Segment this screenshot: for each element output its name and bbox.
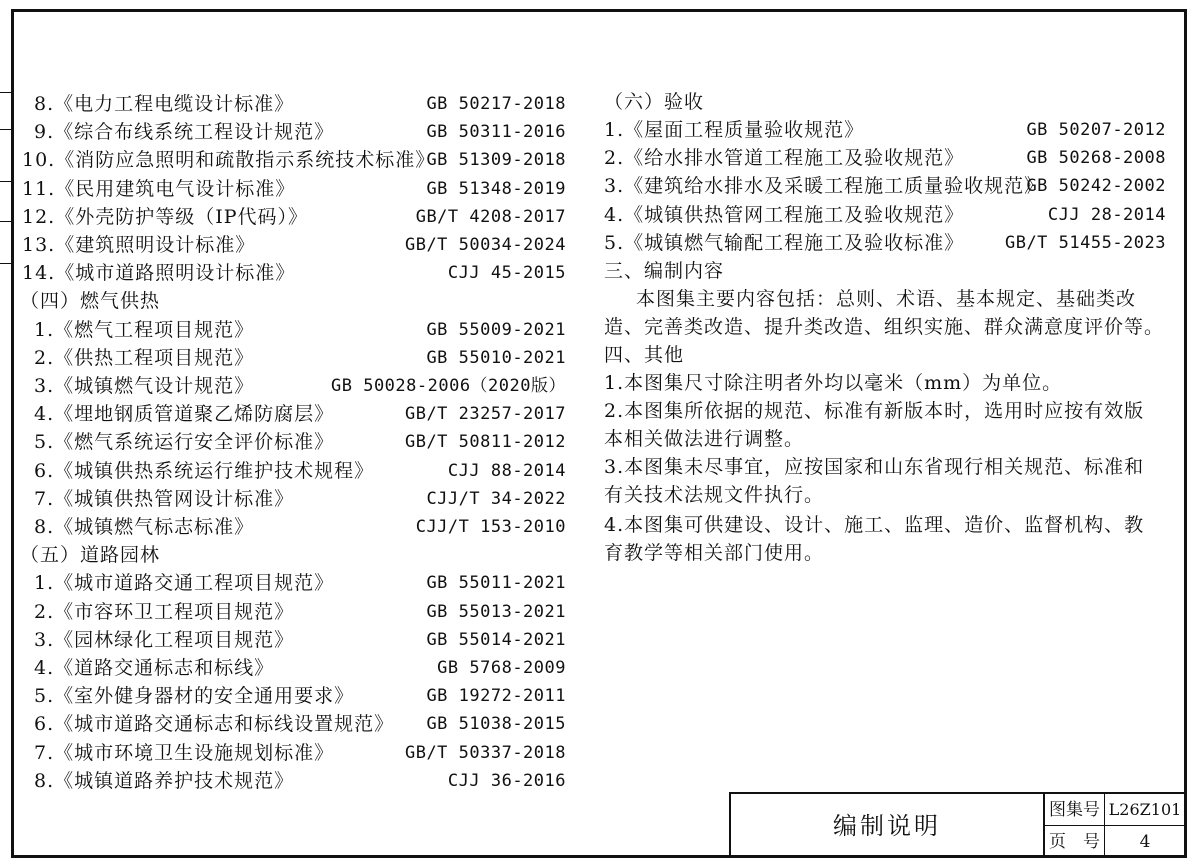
standard-code: GB 50217-2018: [426, 94, 566, 114]
section-heading: （四）燃气供热: [20, 290, 161, 313]
standard-code: CJJ 28-2014: [1047, 204, 1166, 225]
page-number-label: 页 号: [1045, 826, 1105, 858]
standard-code: GB/T 50337-2018: [404, 742, 566, 763]
standard-code: GB/T 50034-2024: [404, 235, 566, 255]
binding-margin: [0, 92, 11, 264]
drawing-title: 编制说明: [731, 794, 1045, 858]
note-item: 3.本图集未尽事宜，应按国家和山东省现行相关规范、标准和有关技术法规文件执行。: [604, 456, 1145, 506]
note-item: 2.本图集所依据的规范、标准有新版本时，选用时应按有效版本相关做法进行调整。: [604, 400, 1145, 450]
standard-code: GB/T 51455-2023: [1004, 232, 1166, 253]
binding-tick: [0, 221, 11, 222]
section-heading: （六）验收: [604, 91, 705, 113]
standard-code: GB 51309-2018: [426, 150, 566, 171]
standard-code: CJJ/T 153-2010: [415, 517, 566, 537]
standard-title: 14.《城市道路照明设计标准》: [22, 262, 296, 285]
standard-title: 2.《市容环卫工程项目规范》: [34, 600, 295, 623]
standard-code: GB 55009-2021: [426, 319, 566, 340]
standard-code: GB 55011-2021: [426, 573, 566, 594]
standard-title: 1.《城市道路交通工程项目规范》: [34, 572, 335, 595]
page-number-value: 4: [1139, 832, 1151, 852]
standard-code: GB 50028-2006（2020版）: [331, 376, 566, 396]
standard-title: 3.《园林绿化工程项目规范》: [34, 628, 295, 651]
binding-tick: [0, 181, 11, 182]
standard-title: 8.《城镇道路养护技术规范》: [34, 769, 295, 792]
standard-code: GB/T 50811-2012: [404, 432, 566, 453]
atlas-number-label: 图集号: [1045, 794, 1105, 826]
standard-title: 4.《城镇供热管网工程施工及验收规范》: [604, 203, 965, 226]
standard-code: GB 55013-2021: [426, 601, 566, 622]
section-heading: （五）道路园林: [20, 544, 161, 567]
standard-code: GB 50207-2012: [1026, 120, 1166, 140]
standard-code: GB/T 4208-2017: [415, 206, 566, 227]
standard-title: 11.《民用建筑电气设计标准》: [22, 177, 296, 200]
atlas-number-value: L26Z101: [1105, 794, 1185, 826]
standard-title: 12.《外壳防护等级（IP代码）》: [22, 205, 309, 228]
standard-title: 1.《燃气工程项目规范》: [34, 318, 255, 341]
title-block: [729, 792, 1187, 858]
note-item: 1.本图集尺寸除注明者外均以毫米（mm）为单位。: [604, 372, 1063, 394]
standard-title: 8.《电力工程电缆设计标准》: [34, 93, 295, 115]
standard-code: GB/T 23257-2017: [404, 404, 566, 425]
standard-code: GB 50311-2016: [426, 122, 566, 143]
standard-code: CJJ 88-2014: [447, 460, 566, 481]
standard-title: 3.《城镇燃气设计规范》: [34, 375, 255, 397]
standard-code: GB 50268-2008: [1026, 148, 1166, 169]
standard-code: GB 55014-2021: [426, 629, 566, 650]
standard-title: 1.《屋面工程质量验收规范》: [604, 119, 865, 141]
standard-title: 4.《埋地钢质管道聚乙烯防腐层》: [34, 403, 335, 426]
standard-code: GB 50242-2002: [1026, 176, 1166, 197]
standard-title: 13.《建筑照明设计标准》: [22, 234, 256, 256]
standard-title: 9.《综合布线系统工程设计规范》: [34, 121, 335, 144]
section-heading: 三、编制内容: [604, 260, 725, 282]
content-paragraph: 本图集主要内容包括：总则、术语、基本规定、基础类改造、完善类改造、提升类改造、组织实施、群众满意度评价等。: [604, 288, 1165, 338]
standard-code: GB 19272-2011: [426, 686, 566, 707]
standard-code: GB 51348-2019: [426, 178, 566, 199]
standard-title: 7.《城镇供热管网设计标准》: [34, 487, 295, 510]
standard-code: GB 55010-2021: [426, 347, 566, 368]
standard-title: 10.《消防应急照明和疏散指示系统技术标准》: [22, 149, 436, 172]
standard-title: 7.《城市环境卫生设施规划标准》: [34, 741, 335, 764]
standard-code: CJJ 36-2016: [447, 770, 566, 791]
section-heading: 四、其他: [604, 344, 685, 366]
standard-code: CJJ/T 34-2022: [426, 488, 566, 509]
standard-title: 5.《室外健身器材的安全通用要求》: [34, 685, 355, 708]
standard-title: 8.《城镇燃气标志标准》: [34, 516, 255, 538]
standard-title: 2.《给水排水管道工程施工及验收规范》: [604, 147, 965, 170]
standard-code: GB 5768-2009: [437, 658, 566, 678]
standard-code: GB 51038-2015: [426, 714, 566, 735]
standard-title: 5.《燃气系统运行安全评价标准》: [34, 431, 335, 454]
standard-code: CJJ 45-2015: [447, 263, 566, 284]
standard-title: 2.《供热工程项目规范》: [34, 346, 255, 369]
standard-title: 3.《建筑给水排水及采暖工程施工质量验收规范》: [604, 175, 1045, 198]
standard-title: 4.《道路交通标志和标线》: [34, 657, 275, 679]
note-item: 4.本图集可供建设、设计、施工、监理、造价、监督机构、教育教学等相关部门使用。: [604, 514, 1145, 564]
standard-title: 5.《城镇燃气输配工程施工及验收标准》: [604, 231, 965, 254]
standard-title: 6.《城镇供热系统运行维护技术规程》: [34, 459, 375, 482]
binding-tick: [0, 129, 11, 130]
standard-title: 6.《城市道路交通标志和标线设置规范》: [34, 713, 395, 736]
